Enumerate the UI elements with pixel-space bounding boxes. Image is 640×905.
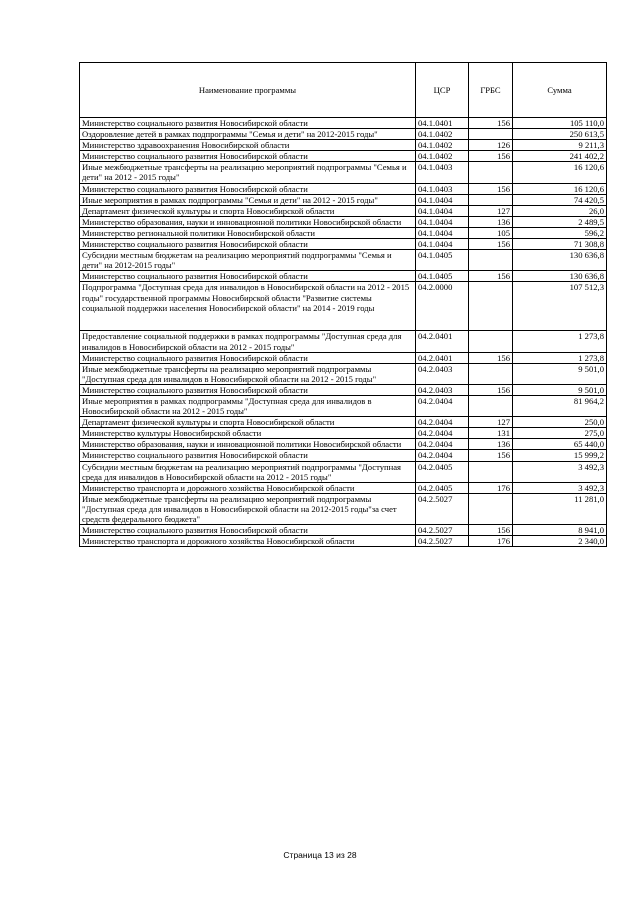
cell-csr: 04.1.0404 <box>416 194 469 205</box>
cell-sum: 9 501,0 <box>513 363 607 384</box>
table-row <box>80 417 607 428</box>
cell-program-name: Министерство социального развития Новосибирской области <box>80 525 416 536</box>
cell-sum: 74 420,5 <box>513 194 607 205</box>
page-number: Страница 13 из 28 <box>283 850 357 860</box>
cell-csr: 04.2.0401 <box>416 352 469 363</box>
table-row <box>80 352 607 363</box>
cell-csr: 04.2.0000 <box>416 282 469 331</box>
cell-grbs <box>469 129 513 140</box>
cell-sum: 596,2 <box>513 227 607 238</box>
cell-csr: 04.2.5027 <box>416 536 469 547</box>
cell-csr: 04.1.0405 <box>416 271 469 282</box>
table-row <box>80 129 607 140</box>
cell-sum: 105 110,0 <box>513 118 607 129</box>
table-row <box>80 250 607 271</box>
cell-sum: 1 273,8 <box>513 352 607 363</box>
cell-program-name: Иные мероприятия в рамках подпрограммы "Доступная среда для инвалидов в Новосибирской области на 2012 - 2015 годы" <box>80 395 416 416</box>
cell-sum: 2 489,5 <box>513 216 607 227</box>
cell-program-name: Министерство образования, науки и инновационной политики Новосибирской области <box>80 439 416 450</box>
cell-sum: 107 512,3 <box>513 282 607 331</box>
cell-program-name: Министерство социального развития Новосибирской области <box>80 352 416 363</box>
table-row <box>80 118 607 129</box>
cell-grbs: 156 <box>469 352 513 363</box>
table-row <box>80 461 607 482</box>
cell-program-name: Министерство транспорта и дорожного хозяйства Новосибирской области <box>80 536 416 547</box>
header-csr: ЦСР <box>416 63 469 118</box>
table-row <box>80 216 607 227</box>
cell-csr: 04.1.0404 <box>416 205 469 216</box>
cell-grbs: 127 <box>469 205 513 216</box>
cell-program-name: Министерство социального развития Новосибирской области <box>80 183 416 194</box>
cell-csr: 04.2.5027 <box>416 525 469 536</box>
cell-sum: 9 211,3 <box>513 140 607 151</box>
cell-program-name: Министерство социального развития Новосибирской области <box>80 239 416 250</box>
cell-grbs: 156 <box>469 239 513 250</box>
table-row <box>80 384 607 395</box>
cell-csr: 04.1.0402 <box>416 140 469 151</box>
cell-sum: 250,0 <box>513 417 607 428</box>
cell-sum: 71 308,8 <box>513 239 607 250</box>
table-row <box>80 227 607 238</box>
cell-grbs <box>469 461 513 482</box>
cell-sum: 26,0 <box>513 205 607 216</box>
cell-program-name: Министерство социального развития Новосибирской области <box>80 384 416 395</box>
budget-table <box>79 62 607 547</box>
cell-program-name: Иные межбюджетные трансферты на реализацию мероприятий подпрограммы "Семья и дети" на 2012 - 2015 годы" <box>80 162 416 183</box>
cell-grbs <box>469 363 513 384</box>
table-row <box>80 450 607 461</box>
cell-grbs: 131 <box>469 428 513 439</box>
cell-grbs <box>469 395 513 416</box>
cell-program-name: Министерство здравоохранения Новосибирской области <box>80 140 416 151</box>
cell-grbs: 136 <box>469 216 513 227</box>
cell-csr: 04.2.0404 <box>416 450 469 461</box>
cell-grbs: 156 <box>469 151 513 162</box>
cell-csr: 04.2.0404 <box>416 395 469 416</box>
header-grbs: ГРБС <box>469 63 513 118</box>
table-row <box>80 140 607 151</box>
cell-csr: 04.1.0404 <box>416 227 469 238</box>
cell-program-name: Иные межбюджетные трансферты на реализацию мероприятий подпрограммы "Доступная среда для инвалидов в Новосибирской области на 2012-2015 годы"за счет средств федерального бюджета" <box>80 493 416 524</box>
cell-program-name: Министерство образования, науки и инновационной политики Новосибирской области <box>80 216 416 227</box>
cell-csr: 04.2.0403 <box>416 363 469 384</box>
table-row <box>80 183 607 194</box>
table-row <box>80 151 607 162</box>
cell-sum: 16 120,6 <box>513 162 607 183</box>
cell-grbs: 127 <box>469 417 513 428</box>
cell-sum: 3 492,3 <box>513 482 607 493</box>
cell-program-name: Министерство социального развития Новосибирской области <box>80 450 416 461</box>
cell-program-name: Субсидии местным бюджетам на реализацию мероприятий подпрограммы "Доступная среда для инвалидов в Новосибирской области на 2012 - 2015 годы" <box>80 461 416 482</box>
cell-program-name: Департамент физической культуры и спорта Новосибирской области <box>80 205 416 216</box>
cell-csr: 04.1.0402 <box>416 129 469 140</box>
cell-csr: 04.1.0404 <box>416 239 469 250</box>
cell-sum: 16 120,6 <box>513 183 607 194</box>
table-row <box>80 439 607 450</box>
cell-program-name: Субсидии местным бюджетам на реализацию мероприятий подпрограммы "Семья и дети" на 2012-2015 годы" <box>80 250 416 271</box>
cell-program-name: Предоставление социальной поддержки в рамках подпрограммы "Доступная среда для инвалидов в Новосибирской области на 2012 - 2015 годы" <box>80 331 416 352</box>
cell-sum: 9 501,0 <box>513 384 607 395</box>
cell-grbs <box>469 162 513 183</box>
cell-grbs: 176 <box>469 482 513 493</box>
cell-grbs: 176 <box>469 536 513 547</box>
cell-csr: 04.2.0404 <box>416 428 469 439</box>
cell-csr: 04.1.0405 <box>416 250 469 271</box>
cell-grbs: 156 <box>469 450 513 461</box>
table-row <box>80 331 607 352</box>
cell-csr: 04.2.0401 <box>416 331 469 352</box>
cell-sum: 81 964,2 <box>513 395 607 416</box>
table-row <box>80 239 607 250</box>
cell-sum: 2 340,0 <box>513 536 607 547</box>
header-sum: Сумма <box>513 63 607 118</box>
cell-program-name: Министерство транспорта и дорожного хозяйства Новосибирской области <box>80 482 416 493</box>
table-row <box>80 428 607 439</box>
table-row <box>80 194 607 205</box>
cell-program-name: Иные межбюджетные трансферты на реализацию мероприятий подпрограммы "Доступная среда для инвалидов в Новосибирской области на 2012 - 2015 годы" <box>80 363 416 384</box>
table-row <box>80 162 607 183</box>
cell-program-name: Министерство социального развития Новосибирской области <box>80 271 416 282</box>
cell-grbs: 156 <box>469 384 513 395</box>
table-row <box>80 536 607 547</box>
cell-grbs <box>469 331 513 352</box>
cell-sum: 1 273,8 <box>513 331 607 352</box>
cell-program-name: Министерство культуры Новосибирской области <box>80 428 416 439</box>
cell-csr: 04.1.0403 <box>416 183 469 194</box>
cell-grbs <box>469 493 513 524</box>
cell-sum: 15 999,2 <box>513 450 607 461</box>
cell-csr: 04.1.0403 <box>416 162 469 183</box>
cell-grbs: 156 <box>469 271 513 282</box>
table-row <box>80 205 607 216</box>
cell-grbs <box>469 282 513 331</box>
table-row <box>80 282 607 331</box>
cell-grbs: 156 <box>469 118 513 129</box>
cell-csr: 04.1.0402 <box>416 151 469 162</box>
cell-sum: 241 402,2 <box>513 151 607 162</box>
cell-csr: 04.2.0403 <box>416 384 469 395</box>
header-program-name: Наименование программы <box>80 63 416 118</box>
cell-sum: 65 440,0 <box>513 439 607 450</box>
cell-sum: 130 636,8 <box>513 271 607 282</box>
cell-grbs: 126 <box>469 140 513 151</box>
cell-program-name: Подпрограмма "Доступная среда для инвалидов в Новосибирской области на 2012 - 2015 годы" государственной программы Новосибирской области "Развитие системы социальной поддержки населения Новосибирской области" на 2014 - 2019 годы <box>80 282 416 331</box>
cell-program-name: Департамент физической культуры и спорта Новосибирской области <box>80 417 416 428</box>
cell-sum: 250 613,5 <box>513 129 607 140</box>
table-row <box>80 363 607 384</box>
table-row <box>80 482 607 493</box>
cell-program-name: Министерство социального развития Новосибирской области <box>80 118 416 129</box>
cell-grbs: 136 <box>469 439 513 450</box>
cell-program-name: Министерство региональной политики Новосибирской области <box>80 227 416 238</box>
cell-grbs: 105 <box>469 227 513 238</box>
cell-sum: 3 492,3 <box>513 461 607 482</box>
cell-csr: 04.2.0405 <box>416 461 469 482</box>
cell-program-name: Оздоровление детей в рамках подпрограммы "Семья и дети" на 2012-2015 годы" <box>80 129 416 140</box>
cell-sum: 8 941,0 <box>513 525 607 536</box>
cell-sum: 275,0 <box>513 428 607 439</box>
cell-grbs: 156 <box>469 525 513 536</box>
cell-csr: 04.1.0404 <box>416 216 469 227</box>
table-row <box>80 271 607 282</box>
cell-csr: 04.2.5027 <box>416 493 469 524</box>
table-row <box>80 395 607 416</box>
table-row <box>80 525 607 536</box>
cell-csr: 04.2.0404 <box>416 417 469 428</box>
cell-csr: 04.2.0404 <box>416 439 469 450</box>
cell-program-name: Министерство социального развития Новосибирской области <box>80 151 416 162</box>
table-header-row <box>80 63 607 118</box>
cell-csr: 04.2.0405 <box>416 482 469 493</box>
cell-sum: 11 281,0 <box>513 493 607 524</box>
cell-program-name: Иные мероприятия в рамках подпрограммы "Семья и дети" на 2012 - 2015 годы" <box>80 194 416 205</box>
cell-grbs <box>469 250 513 271</box>
cell-grbs: 156 <box>469 183 513 194</box>
cell-sum: 130 636,8 <box>513 250 607 271</box>
cell-grbs <box>469 194 513 205</box>
cell-csr: 04.1.0401 <box>416 118 469 129</box>
table-row <box>80 493 607 524</box>
